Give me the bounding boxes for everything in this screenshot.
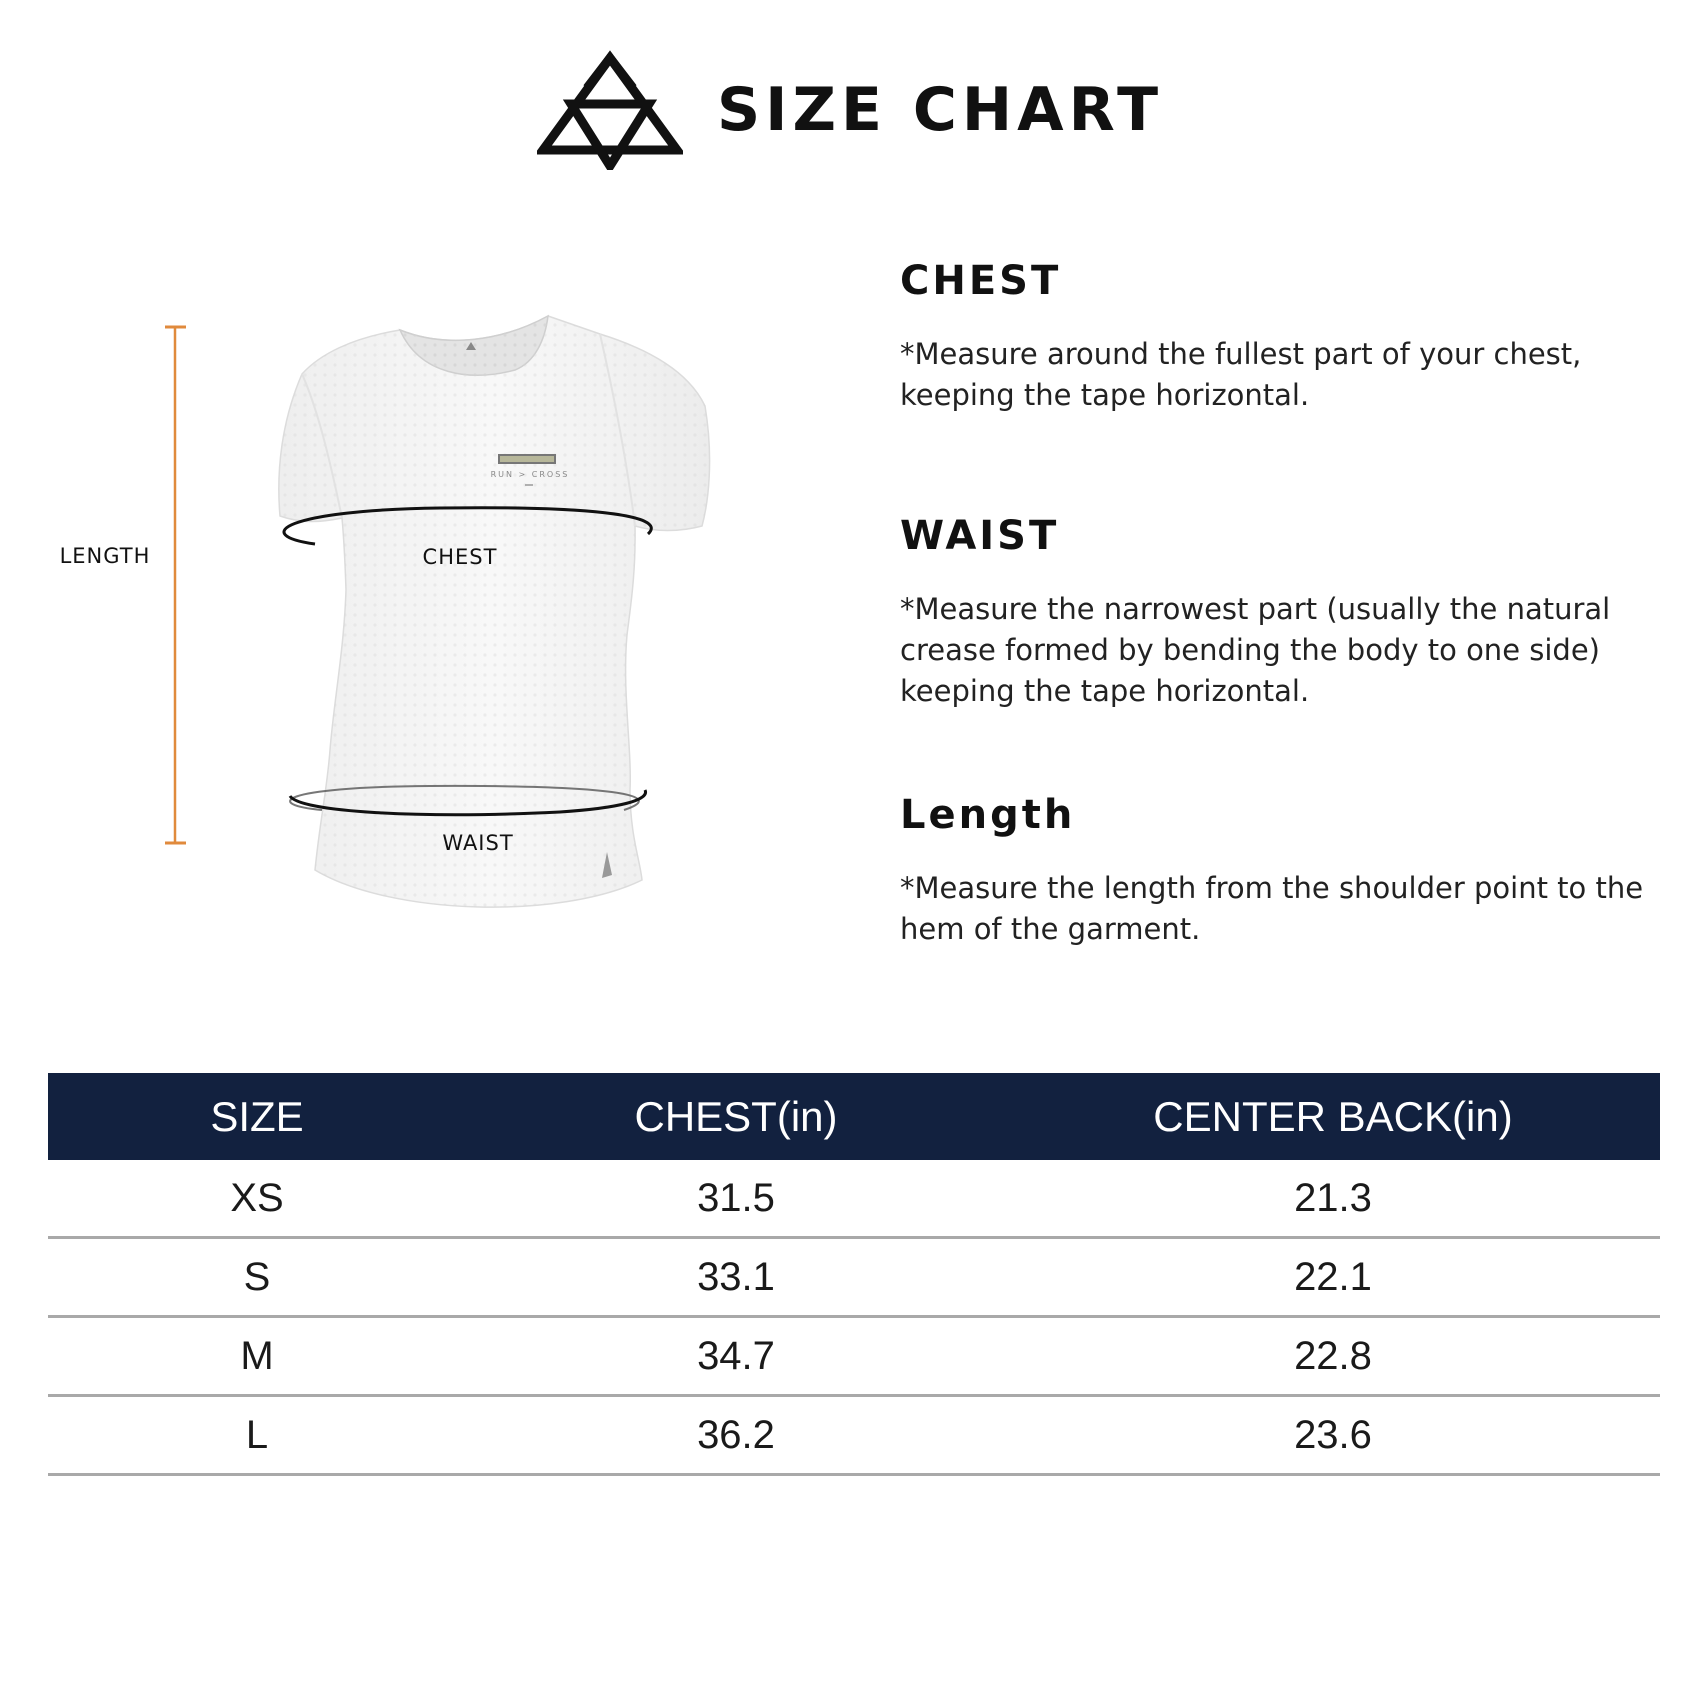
triangle-mountain-logo-icon bbox=[537, 50, 683, 170]
t-shirt-icon bbox=[279, 316, 710, 907]
table-row bbox=[48, 1238, 1660, 1317]
shirt-print-text: RUN > CROSS bbox=[490, 470, 570, 479]
page-title: SIZE CHART bbox=[716, 75, 1164, 145]
center-back-cell: 22.1 bbox=[1006, 1238, 1660, 1317]
chest-description: *Measure around the fullest part of your chest, keeping the tape horizontal. bbox=[900, 337, 1582, 412]
waist-heading: WAIST bbox=[900, 513, 1060, 559]
size-cell: S bbox=[48, 1238, 466, 1317]
table-row bbox=[48, 1396, 1660, 1475]
length-measure-line bbox=[165, 327, 186, 843]
size-table bbox=[48, 1073, 1660, 1476]
chest-heading: CHEST bbox=[900, 258, 1062, 304]
table-row bbox=[48, 1317, 1660, 1396]
chest-cell: 34.7 bbox=[466, 1317, 1006, 1396]
chest-cell: 33.1 bbox=[466, 1238, 1006, 1317]
chest-section bbox=[900, 258, 1660, 416]
column-header-center-back: CENTER BACK(in) bbox=[1153, 1092, 1513, 1140]
size-cell: L bbox=[48, 1396, 466, 1475]
chest-label: CHEST bbox=[422, 545, 498, 569]
length-heading: Length bbox=[900, 792, 1076, 838]
table-row bbox=[48, 1160, 1660, 1238]
table-header-row bbox=[48, 1073, 1660, 1160]
center-back-cell: 21.3 bbox=[1006, 1160, 1660, 1238]
column-header-size: SIZE bbox=[210, 1092, 304, 1140]
length-section bbox=[900, 792, 1660, 950]
chest-cell: 36.2 bbox=[466, 1396, 1006, 1475]
column-header-chest: CHEST(in) bbox=[634, 1092, 838, 1140]
length-label: LENGTH bbox=[59, 544, 151, 568]
header bbox=[0, 50, 1700, 170]
waist-label: WAIST bbox=[442, 831, 514, 855]
size-cell: M bbox=[48, 1317, 466, 1396]
center-back-cell: 23.6 bbox=[1006, 1396, 1660, 1475]
shirt-illustration bbox=[0, 290, 780, 940]
waist-description: *Measure the narrowest part (usually the natural crease formed by bending the body to one side) keeping the tape horizontal. bbox=[900, 592, 1611, 708]
center-back-cell: 22.8 bbox=[1006, 1317, 1660, 1396]
chest-cell: 31.5 bbox=[466, 1160, 1006, 1238]
waist-section bbox=[900, 513, 1660, 712]
size-cell: XS bbox=[48, 1160, 466, 1238]
length-description: *Measure the length from the shoulder point to the hem of the garment. bbox=[900, 871, 1644, 946]
